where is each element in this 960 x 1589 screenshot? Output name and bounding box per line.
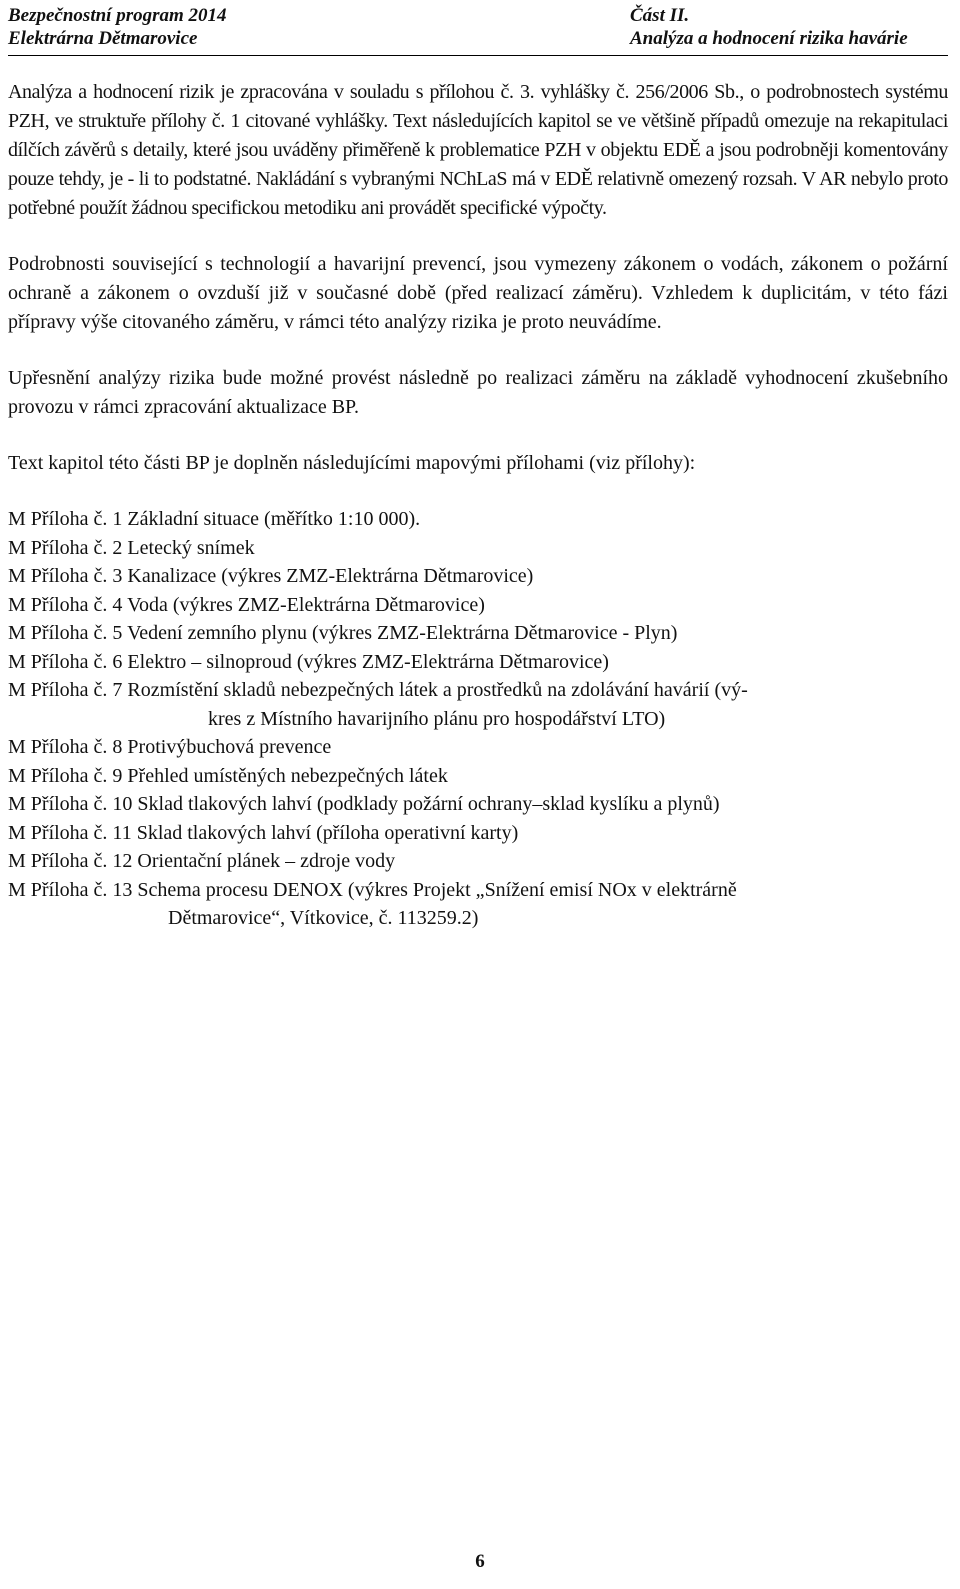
attachment-item: M Příloha č. 2 Letecký snímek: [8, 536, 255, 559]
attachment-item-continuation: Dětmarovice“, Vítkovice, č. 113259.2): [168, 907, 479, 929]
attachment-item: M Příloha č. 3 Kanalizace (výkres ZMZ-Elektrárna Dětmarovice): [8, 565, 534, 587]
header-right: [630, 4, 948, 50]
attachment-item: M Příloha č. 10 Sklad tlakových lahví (podklady požární ochrany–sklad kyslíku a plynů): [8, 793, 720, 815]
header-document-title: Bezpečnostní program 2014: [8, 5, 227, 26]
attachment-item: M Příloha č. 9 Přehled umístěných nebezpečných látek: [8, 764, 448, 787]
attachment-item: M Příloha č. 1 Základní situace (měřítko 1:10 000).: [8, 508, 421, 530]
attachment-item: M Příloha č. 11 Sklad tlakových lahví (příloha operativní karty): [8, 821, 519, 844]
paragraph-intro: Analýza a hodnocení rizik je zpracována v souladu s přílohou č. 3. vyhlášky č. 256/2006 Sb., o podrobnostech systému PZH, ve struktuře přílohy č. 1 citované vyhlášky. Text následujících kapitol se ve většině případů omezuje na rekapitulaci dílčích závěrů s detaily, které jsou uváděny přiměřeně k problematice PZH v objektu EDĚ a jsou podrobněji komentovány pouze tehdy, je - li to podstatné. Nakládání s vybranými NChLaS má v EDĚ relativně omezený rozsah. V AR nebylo proto potřebné použít žádnou specifickou metodiku ani provádět specifické výpočty.: [8, 81, 948, 219]
attachment-list: [8, 505, 948, 933]
paragraph-refinement: Upřesnění analýzy rizika bude možné provést následně po realizaci záměru na základě vyhodnocení zkušebního provozu v rámci zpracování aktualizace BP.: [8, 367, 948, 418]
page-number: 6: [475, 1551, 485, 1572]
header-plant-name: Elektrárna Dětmarovice: [8, 28, 198, 49]
attachment-item: M Příloha č. 5 Vedení zemního plynu (výkres ZMZ-Elektrárna Dětmarovice - Plyn): [8, 622, 678, 644]
attachment-item: [8, 876, 948, 933]
attachment-item: M Příloha č. 6 Elektro – silnoproud (výkres ZMZ-Elektrárna Dětmarovice): [8, 650, 609, 673]
paragraph-attachments-intro: Text kapitol této části BP je doplněn následujícími mapovými přílohami (viz přílohy):: [8, 452, 696, 474]
paragraph-technology: Podrobnosti související s technologií a havarijní prevencí, jsou vymezeny zákonem o vodách, zákonem o požární ochraně a zákonem o ovzduší již v současné době (před realizací záměru). Vzhledem k duplicitám, v této fázi přípravy výše citovaného záměru, v rámci této analýzy rizika je proto neuvádíme.: [8, 253, 948, 333]
attachment-item-continuation: kres z Místního havarijního plánu pro hospodářství LTO): [208, 707, 666, 730]
page-header: [8, 4, 948, 56]
header-left: [8, 4, 227, 50]
header-part-number: Část II.: [630, 5, 690, 26]
page-body: [8, 78, 948, 933]
attachment-item-text: M Příloha č. 7 Rozmístění skladů nebezpečných látek a prostředků na zdolávání havárií (vý-: [8, 679, 748, 701]
attachment-item-text: M Příloha č. 13 Schema procesu DENOX (výkres Projekt „Snížení emisí NOx v elektrárně: [8, 878, 737, 901]
attachment-item: M Příloha č. 12 Orientační plánek – zdroje vody: [8, 850, 396, 872]
attachment-item: M Příloha č. 4 Voda (výkres ZMZ-Elektrárna Dětmarovice): [8, 593, 485, 616]
attachment-item: M Příloha č. 8 Protivýbuchová prevence: [8, 736, 332, 758]
attachment-item: [8, 676, 948, 733]
header-part-title: Analýza a hodnocení rizika havárie: [630, 28, 908, 49]
